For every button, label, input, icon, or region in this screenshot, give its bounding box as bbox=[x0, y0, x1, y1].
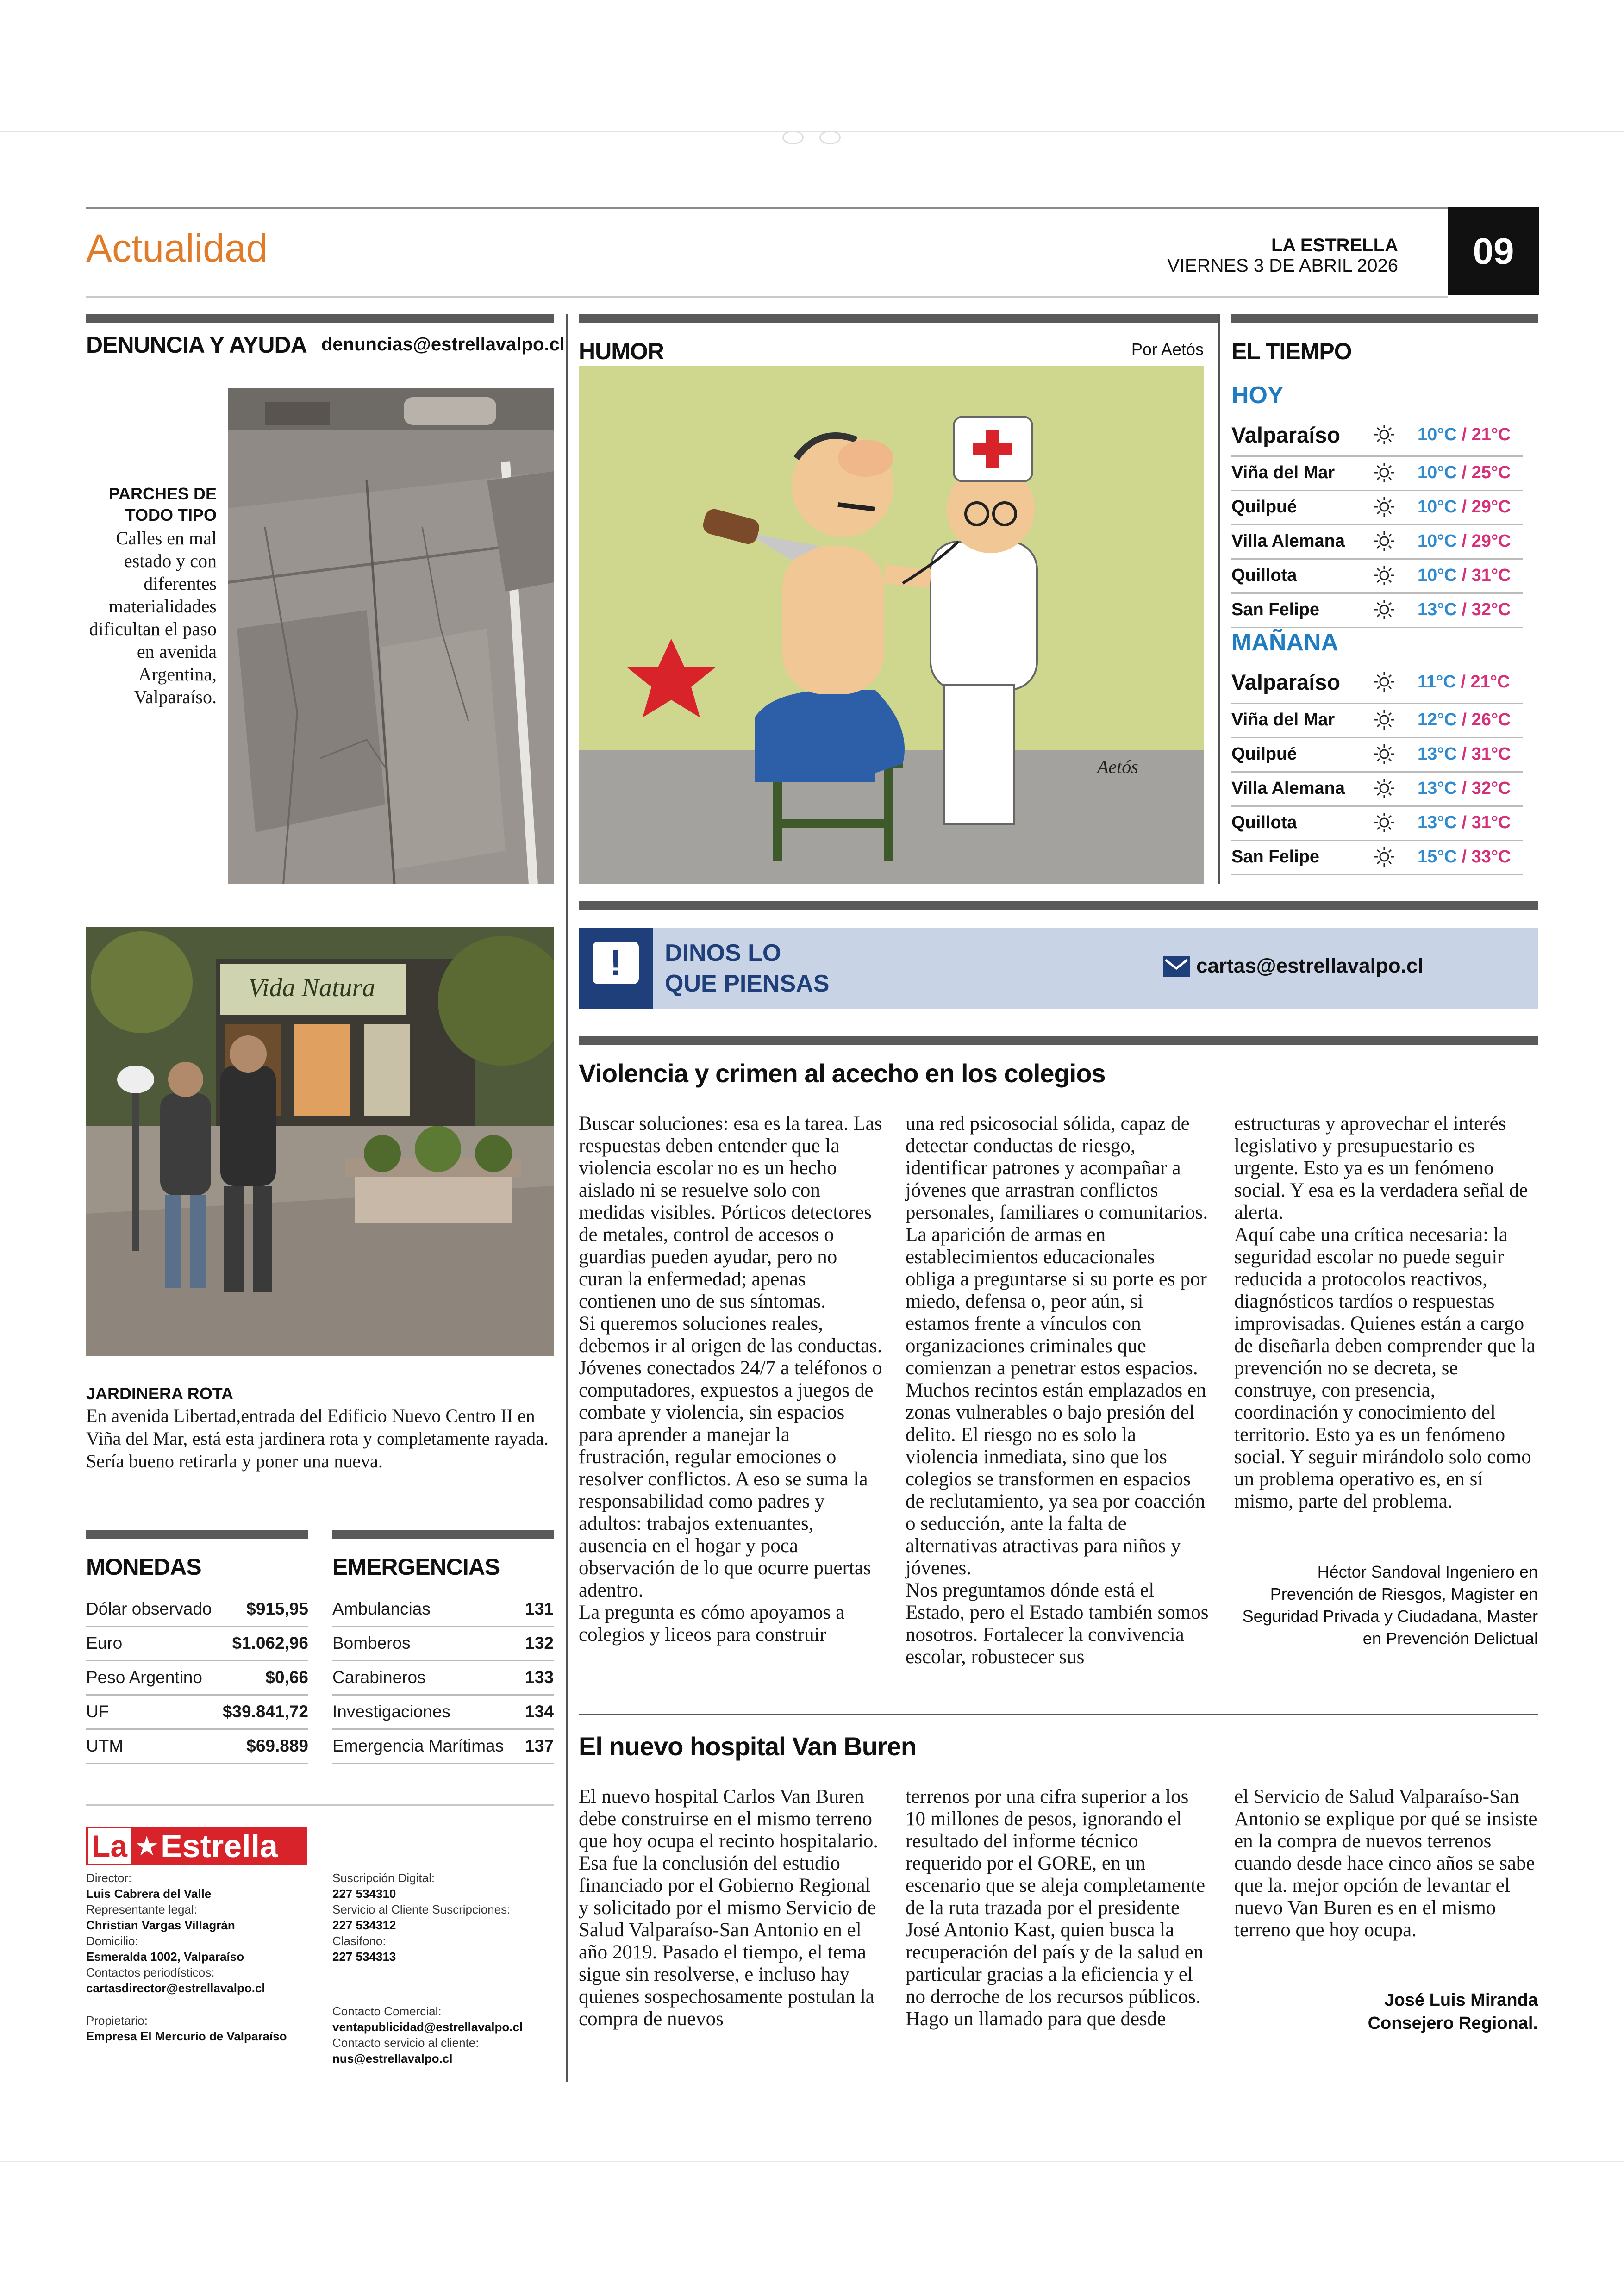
row-label: Ambulancias bbox=[332, 1599, 431, 1618]
table-row bbox=[332, 1661, 554, 1696]
weather-temps bbox=[1418, 813, 1511, 833]
table-row bbox=[332, 1729, 554, 1764]
masthead-rule bbox=[86, 1804, 554, 1806]
temp-separator: / bbox=[1456, 531, 1472, 551]
letter1-signature: Héctor Sandoval Ingeniero en Prevención de Riesgos, Magister en Seguridad Privada y Ciudadana, Master en Prevención Delictual bbox=[1242, 1562, 1538, 1648]
temp-low: 12°C bbox=[1418, 710, 1457, 730]
owner: Empresa El Mercurio de Valparaíso bbox=[86, 2029, 287, 2043]
row-value: 131 bbox=[525, 1599, 554, 1618]
masthead-right bbox=[332, 1870, 555, 2066]
logo-la: La bbox=[86, 1827, 133, 1865]
table-row bbox=[86, 1592, 308, 1627]
sun-icon bbox=[1369, 777, 1399, 800]
weather-temps bbox=[1418, 566, 1511, 586]
sun-icon bbox=[1369, 598, 1399, 621]
weather-row bbox=[1231, 737, 1523, 773]
row-label: Euro bbox=[86, 1634, 123, 1653]
weather-city: Quillota bbox=[1231, 565, 1297, 585]
letter1-col1: Buscar soluciones: esa es la tarea. Las respuestas deben entender que la violencia escolar no es un hecho aislado ni se resuelve solo con medidas visibles. Pórticos detectores de metales, control de accesos o guardias pueden ayudar, pero no curan la enfermedad; apenas contienen uno de sus síntomas. Si queremos soluciones reales, debemos ir al origen de las conductas. Jóvenes conectados 24/7 a teléfonos o computadores, expuestos a juegos de combate y violencia, sin espacios para aprender a manejar la frustración, regular emociones o resolver conflictos. A eso se suma la responsabilidad como padres y adultos: trabajos extenuantes, ausencia en el hogar y poca observación de lo que ocurre puertas adentro. La pregunta es cómo apoyamos a colegios y liceos para construir bbox=[579, 1113, 882, 1646]
temp-high: 32°C bbox=[1471, 599, 1511, 619]
row-value: 134 bbox=[525, 1702, 554, 1721]
weather-temps bbox=[1418, 463, 1511, 483]
weather-city: Villa Alemana bbox=[1231, 778, 1345, 798]
weather-city: San Felipe bbox=[1231, 847, 1320, 867]
bottom-band-line bbox=[0, 2161, 1624, 2162]
weather-row bbox=[1231, 805, 1523, 841]
row-value: $0,66 bbox=[265, 1668, 308, 1687]
weather-today-label: HOY bbox=[1231, 382, 1284, 409]
weather-temps bbox=[1418, 744, 1511, 764]
temp-high: 31°C bbox=[1471, 812, 1511, 832]
weather-row bbox=[1231, 558, 1523, 594]
row-label: Emergencia Marítimas bbox=[332, 1736, 504, 1755]
table-row bbox=[86, 1661, 308, 1696]
row-value: $69.889 bbox=[246, 1736, 308, 1755]
header-top-rule bbox=[86, 207, 1448, 209]
letter2-signature-name: José Luis Miranda bbox=[1384, 1990, 1538, 2010]
weather-temps bbox=[1418, 425, 1511, 445]
temp-separator: / bbox=[1456, 710, 1472, 730]
table-row bbox=[332, 1627, 554, 1661]
row-value: 137 bbox=[525, 1736, 554, 1755]
press-email[interactable]: cartasdirector@estrellavalpo.cl bbox=[86, 1981, 265, 1995]
cartoon-signature: Aetós bbox=[1097, 756, 1138, 777]
table-row bbox=[86, 1695, 308, 1730]
photo2-caption: En avenida Libertad,entrada del Edificio Nuevo Centro II en Viña del Mar, está esta jardinera rota y completamente rayada. Sería bueno retirarla y poner una nueva. bbox=[86, 1405, 549, 1472]
photo1-caption-title: PARCHES DE TODO TIPO bbox=[108, 484, 217, 524]
scroll-dot-left bbox=[782, 131, 804, 144]
weather-row bbox=[1231, 840, 1523, 875]
temp-low: 10°C bbox=[1418, 424, 1457, 444]
planter-photo bbox=[86, 927, 554, 1356]
classified-label: Clasifono: bbox=[332, 1934, 386, 1948]
dinos-line2: QUE PIENSAS bbox=[665, 970, 830, 997]
letter2-col2: terrenos por una cifra superior a los 10 millones de pesos, ignorando el resultado del informe técnico requerido por el GORE, en un escenario que se aleja completamente de la ruta trazada por el presidente José Antonio Kast, quien busca la recuperación del país y de la salud en particular gracias a la eficiencia y el no derroche de los recursos públicos. Hago un llamado para que desde bbox=[906, 1786, 1206, 2030]
section-title: Actualidad bbox=[86, 226, 268, 270]
sun-icon bbox=[1369, 564, 1399, 587]
monedas-title: MONEDAS bbox=[86, 1554, 201, 1580]
temp-low: 13°C bbox=[1418, 778, 1457, 798]
dinos-top-bar bbox=[579, 901, 1538, 910]
weather-row bbox=[1231, 455, 1523, 491]
temp-separator: / bbox=[1456, 744, 1472, 764]
row-label: UF bbox=[86, 1702, 109, 1721]
weather-row bbox=[1231, 524, 1523, 560]
logo-estrella: Estrella bbox=[161, 1828, 278, 1864]
sun-icon bbox=[1369, 495, 1399, 518]
weather-temps bbox=[1418, 779, 1511, 798]
weather-row bbox=[1231, 661, 1523, 704]
page-number: 09 bbox=[1448, 207, 1539, 295]
weather-tomorrow-table bbox=[1231, 661, 1523, 869]
address-label: Domicilio: bbox=[86, 1934, 138, 1948]
weather-city: Viña del Mar bbox=[1231, 462, 1335, 482]
mail-icon bbox=[1163, 956, 1190, 977]
temp-high: 21°C bbox=[1471, 424, 1511, 444]
emergencias-title: EMERGENCIAS bbox=[332, 1554, 500, 1580]
weather-city: San Felipe bbox=[1231, 599, 1320, 619]
table-row bbox=[86, 1627, 308, 1661]
director-label: Director: bbox=[86, 1871, 132, 1885]
legal: Christian Vargas Villagrán bbox=[86, 1918, 235, 1932]
temp-high: 32°C bbox=[1471, 778, 1511, 798]
temp-high: 29°C bbox=[1471, 497, 1511, 517]
star-icon: ★ bbox=[135, 1831, 159, 1861]
service-label: Servicio al Cliente Suscripciones: bbox=[332, 1902, 511, 1916]
weather-temps bbox=[1418, 710, 1511, 730]
top-band-line bbox=[0, 131, 1624, 132]
weather-city: Valparaíso bbox=[1231, 669, 1341, 694]
sun-icon bbox=[1369, 423, 1399, 446]
street-photo bbox=[228, 388, 554, 884]
masthead-left bbox=[86, 1870, 318, 2044]
weather-today-table bbox=[1231, 414, 1523, 622]
temp-separator: / bbox=[1456, 424, 1472, 444]
legal-label: Representante legal: bbox=[86, 1902, 197, 1916]
sun-icon bbox=[1369, 708, 1399, 731]
shop-sign: Vida Natura bbox=[248, 973, 375, 1002]
temp-separator: / bbox=[1456, 812, 1472, 832]
temp-low: 10°C bbox=[1418, 497, 1457, 517]
temp-high: 26°C bbox=[1471, 710, 1511, 730]
table-row bbox=[332, 1695, 554, 1730]
denuncia-email[interactable]: denuncias@estrellavalpo.cl bbox=[321, 334, 565, 355]
weather-row bbox=[1231, 414, 1523, 457]
temp-low: 11°C bbox=[1418, 672, 1456, 692]
temp-separator: / bbox=[1456, 778, 1472, 798]
row-label: Peso Argentino bbox=[86, 1668, 202, 1687]
weather-title: EL TIEMPO bbox=[1231, 338, 1352, 364]
row-label: Carabineros bbox=[332, 1668, 426, 1687]
photo1-caption: Calles en mal estado y con diferentes materialidades dificultan el paso en avenida Argentina, Valparaíso. bbox=[89, 528, 217, 707]
letter2-col1: El nuevo hospital Carlos Van Buren debe construirse en el mismo terreno que hoy ocupa el recinto hospitalario. Esa fue la conclusión del estudio financiado por el Gobierno Regional y solicitado por el mismo Servicio de Salud Valparaíso-San Antonio en el año 2019. Pasado el tiempo, el tema sigue sin resolverse, e incluso hay quienes sospechosamente postulan la compra de nuevos bbox=[579, 1786, 879, 2030]
dinos-box bbox=[579, 928, 1538, 1009]
press-label: Contactos periodísticos: bbox=[86, 1965, 215, 1979]
letter1-bar bbox=[579, 1036, 1538, 1045]
temp-high: 21°C bbox=[1470, 672, 1510, 692]
sun-icon bbox=[1369, 530, 1399, 553]
dinos-icon-block bbox=[579, 928, 653, 1009]
temp-separator: / bbox=[1456, 462, 1472, 482]
client-email[interactable]: nus@estrellavalpo.cl bbox=[332, 2052, 453, 2065]
director: Luis Cabrera del Valle bbox=[86, 1887, 212, 1901]
temp-low: 10°C bbox=[1418, 531, 1457, 551]
client-label: Contacto servicio al cliente: bbox=[332, 2036, 479, 2050]
weather-city: Quilpué bbox=[1231, 497, 1297, 517]
letter1-col3: estructuras y aprovechar el interés legislativo y presupuestario es urgente. Esto ya es un fenómeno social. Y esa es la verdadera señal de alerta. Aquí cabe una crítica necesaria: la seguridad escolar no puede seguir reducida a protocolos reactivos, diagnósticos tardíos o respuestas improvisadas. Quienes están a cargo de diseñarla deben comprender que la prevención no se decreta, se construye, con presencia, coordinación y conocimiento del territorio. Esto ya es un fenómeno social. Y seguir mirándolo solo como un problema operativo es, en sí mismo, parte del problema. bbox=[1234, 1113, 1536, 1512]
weather-city: Quilpué bbox=[1231, 744, 1297, 764]
row-value: $39.841,72 bbox=[222, 1702, 308, 1721]
weather-temps bbox=[1418, 497, 1511, 517]
letter2-title: El nuevo hospital Van Buren bbox=[579, 1732, 917, 1761]
temp-separator: / bbox=[1456, 599, 1472, 619]
weather-temps bbox=[1418, 847, 1511, 867]
weather-row bbox=[1231, 490, 1523, 525]
weather-bar bbox=[1231, 314, 1538, 323]
column-divider bbox=[566, 314, 568, 2082]
letter2-col3: el Servicio de Salud Valparaíso-San Antonio se explique por qué se insiste en la compra de nuevos terrenos cuando desde hace cinco años se sabe que la. mejor opción de levantar el nuevo Van Buren es en el mismo terreno que hoy ocupa. bbox=[1234, 1786, 1537, 1941]
row-value: 132 bbox=[525, 1634, 554, 1653]
weather-temps bbox=[1418, 531, 1511, 551]
weather-divider bbox=[1218, 314, 1220, 884]
row-label: Investigaciones bbox=[332, 1702, 451, 1721]
service-phone: 227 534312 bbox=[332, 1918, 396, 1932]
commercial-email[interactable]: ventapublicidad@estrellavalpo.cl bbox=[332, 2020, 523, 2034]
estrella-logo bbox=[86, 1827, 307, 1865]
humor-bar bbox=[579, 314, 1218, 323]
temp-low: 13°C bbox=[1418, 599, 1457, 619]
sun-icon bbox=[1369, 742, 1399, 766]
temp-separator: / bbox=[1456, 497, 1472, 517]
temp-low: 10°C bbox=[1418, 565, 1457, 585]
dinos-line1: DINOS LO bbox=[665, 940, 781, 967]
humor-credit: Por Aetós bbox=[1131, 340, 1204, 359]
temp-high: 25°C bbox=[1471, 462, 1511, 482]
weather-city: Valparaíso bbox=[1231, 422, 1341, 447]
sub-label: Suscripción Digital: bbox=[332, 1871, 435, 1885]
temp-low: 15°C bbox=[1418, 847, 1457, 867]
letter2-signature-role: Consejero Regional. bbox=[1368, 2014, 1538, 2033]
row-label: UTM bbox=[86, 1736, 124, 1755]
photo2-caption-title: JARDINERA ROTA bbox=[86, 1384, 234, 1403]
monedas-table bbox=[86, 1592, 308, 1764]
paper-name: LA ESTRELLA bbox=[1271, 235, 1398, 256]
temp-separator: / bbox=[1456, 565, 1472, 585]
row-value: $1.062,96 bbox=[232, 1634, 308, 1653]
emergencias-bar bbox=[332, 1530, 554, 1539]
temp-high: 33°C bbox=[1471, 847, 1511, 867]
temp-low: 13°C bbox=[1418, 744, 1457, 764]
temp-low: 10°C bbox=[1418, 462, 1457, 482]
letter1-title: Violencia y crimen al acecho en los colegios bbox=[579, 1059, 1106, 1088]
temp-low: 13°C bbox=[1418, 812, 1457, 832]
weather-city: Viña del Mar bbox=[1231, 710, 1335, 730]
row-value: 133 bbox=[525, 1668, 554, 1687]
table-row bbox=[332, 1592, 554, 1627]
weather-row bbox=[1231, 703, 1523, 738]
table-row bbox=[86, 1729, 308, 1764]
humor-title: HUMOR bbox=[579, 338, 664, 364]
dinos-email[interactable]: cartas@estrellavalpo.cl bbox=[1196, 954, 1424, 977]
sub-phone: 227 534310 bbox=[332, 1887, 396, 1901]
temp-high: 29°C bbox=[1471, 531, 1511, 551]
exclamation-icon: ! bbox=[593, 942, 639, 984]
row-value: $915,95 bbox=[246, 1599, 308, 1618]
temp-high: 31°C bbox=[1471, 565, 1511, 585]
row-label: Dólar observado bbox=[86, 1599, 212, 1618]
commercial-label: Contacto Comercial: bbox=[332, 2004, 442, 2018]
weather-temps bbox=[1418, 600, 1511, 620]
letter2-rule bbox=[579, 1714, 1538, 1715]
row-label: Bomberos bbox=[332, 1634, 411, 1653]
letter1-col2: una red psicosocial sólida, capaz de detectar conductas de riesgo, identificar patrones y acompañar a jóvenes que arrastran conflictos personales, familiares o comunitarios. La aparición de armas en establecimientos educacionales obliga a preguntarse si su porte es por miedo, defensa o, peor aún, si estamos frente a vínculos con organizaciones criminales que comienzan a penetrar estos espacios. Muchos recintos están emplazados en zonas vulnerables o bajo presión del delito. El riesgo no es solo la violencia inmediata, sino que los colegios se transformen en espacios de reclutamiento, ya sea por coacción o seducción, ante la falta de alternativas atractivas para niños y jóvenes. Nos preguntamos dónde está el Estado, pero el Estado también somos nosotros. Fortalecer la convivencia escolar, robustecer sus bbox=[906, 1113, 1209, 1668]
emergencias-table bbox=[332, 1592, 554, 1764]
humor-cartoon bbox=[579, 366, 1204, 884]
dinos-heading bbox=[665, 938, 829, 999]
denuncia-bar bbox=[86, 314, 554, 323]
owner-label: Propietario: bbox=[86, 2014, 148, 2027]
classified-phone: 227 534313 bbox=[332, 1950, 396, 1964]
sun-icon bbox=[1369, 670, 1399, 693]
weather-temps bbox=[1418, 672, 1510, 692]
weather-tomorrow-label: MAÑANA bbox=[1231, 629, 1339, 656]
weather-city: Villa Alemana bbox=[1231, 531, 1345, 551]
temp-separator: / bbox=[1456, 847, 1472, 867]
weather-row bbox=[1231, 771, 1523, 807]
sun-icon bbox=[1369, 811, 1399, 834]
scroll-dot-right bbox=[819, 131, 841, 144]
weather-row bbox=[1231, 592, 1523, 628]
monedas-bar bbox=[86, 1530, 308, 1539]
temp-separator: / bbox=[1455, 672, 1471, 692]
sun-icon bbox=[1369, 845, 1399, 868]
header-bottom-rule bbox=[86, 296, 1448, 298]
denuncia-title: DENUNCIA Y AYUDA bbox=[86, 332, 307, 358]
temp-high: 31°C bbox=[1471, 744, 1511, 764]
address: Esmeralda 1002, Valparaíso bbox=[86, 1950, 244, 1964]
weather-city: Quillota bbox=[1231, 812, 1297, 832]
sun-icon bbox=[1369, 461, 1399, 484]
issue-date: VIERNES 3 DE ABRIL 2026 bbox=[1167, 256, 1398, 276]
